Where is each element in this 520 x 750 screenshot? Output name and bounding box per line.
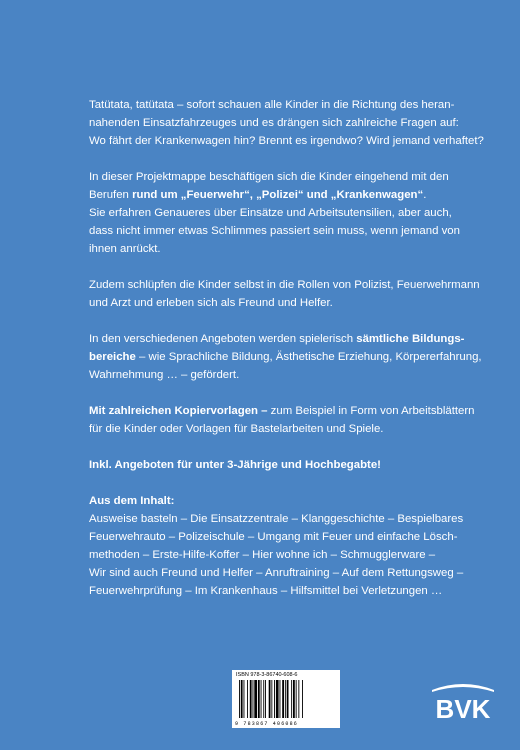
barcode-bar — [298, 680, 299, 718]
barcode-bar — [291, 680, 292, 718]
text-line: Wo fährt der Krankenwagen hin? Brennt es irgendwo? Wird jemand verhaftet? — [89, 135, 484, 147]
bold-text: sämtliche Bildungs- — [356, 333, 465, 345]
barcode-bar — [269, 680, 271, 718]
barcode-bar — [280, 680, 281, 718]
barcode-bar — [287, 680, 289, 718]
barcode-bar — [247, 680, 248, 718]
text-line: methoden – Erste-Hilfe-Koffer – Hier wohne ich – Schmugglerware – — [89, 549, 436, 561]
highlight-paragraph — [89, 456, 489, 474]
barcode-bar — [258, 680, 260, 718]
text-line: Wahrnehmung … – gefördert. — [89, 369, 240, 381]
barcode-bar — [302, 680, 303, 718]
bvk-logo-icon — [426, 680, 500, 728]
bold-text: Mit zahlreichen Kopiervorlagen – — [89, 405, 268, 417]
barcode-bar — [244, 680, 245, 718]
bold-text: Inkl. Angeboten für unter 3-Jährige und Hochbegabte! — [89, 459, 381, 471]
barcode-bar — [296, 680, 297, 718]
barcode-bar — [253, 680, 254, 718]
templates-paragraph — [89, 402, 489, 438]
contents-paragraph — [89, 492, 489, 600]
barcode-bar — [250, 680, 252, 718]
text-line: Wir sind auch Freund und Helfer – Anruftraining – Auf dem Rettungsweg – — [89, 567, 464, 579]
text-line: Berufen — [89, 189, 133, 201]
barcode-bar — [241, 680, 243, 718]
roles-paragraph — [89, 276, 489, 312]
back-cover-text — [89, 96, 489, 618]
text-line: In den verschiedenen Angeboten werden spielerisch — [89, 333, 357, 345]
barcode-bar — [276, 680, 279, 718]
text-line: – wie Sprachliche Bildung, Ästhetische Erziehung, Körpererfahrung, — [135, 351, 482, 363]
barcode-bar — [285, 680, 286, 718]
barcode-bar — [263, 680, 264, 718]
project-paragraph — [89, 168, 489, 258]
text-line: zum Beispiel in Form von Arbeitsblättern — [267, 405, 475, 417]
bold-text: bereiche — [89, 351, 136, 363]
barcode-bars — [238, 680, 334, 718]
text-line: dass nicht immer etwas Schlimmes passiert sein muss, wenn jemand von — [89, 225, 460, 237]
barcode-digits: 9 783867 406086 — [235, 721, 299, 727]
text-line: nahenden Einsatzfahrzeuges und es drängen sich zahlreiche Fragen auf: — [89, 117, 459, 129]
barcode-bar — [254, 680, 257, 718]
barcode — [232, 670, 340, 728]
text-line: In dieser Projektmappe beschäftigen sich die Kinder eingehend mit den — [89, 171, 449, 183]
text-line: Zudem schlüpfen die Kinder selbst in die Rollen von Polizist, Feuerwehrmann — [89, 279, 480, 291]
text-line: und Arzt und erleben sich als Freund und Helfer. — [89, 297, 333, 309]
barcode-bar — [271, 680, 272, 718]
text-line: für die Kinder oder Vorlagen für Bastelarbeiten und Spiele. — [89, 423, 384, 435]
barcode-bar — [261, 680, 262, 718]
bvk-logo-text: BVK — [435, 694, 491, 724]
intro-paragraph — [89, 96, 489, 150]
text-line: . — [423, 189, 427, 201]
text-line: Feuerwehrprüfung – Im Krankenhaus – Hilfsmittel bei Verletzungen … — [89, 585, 443, 597]
education-paragraph — [89, 330, 489, 384]
bold-text: rund um „Feuerwehr“, „Polizei“ und „Krankenwagen“ — [132, 189, 424, 201]
barcode-bar — [274, 680, 275, 718]
barcode-bar — [282, 680, 284, 718]
barcode-bar — [239, 680, 240, 718]
text-line: ihnen anrückt. — [89, 243, 161, 255]
text-line: Sie erfahren Genaueres über Einsätze und Arbeitsutensilien, aber auch, — [89, 207, 452, 219]
isbn-label: ISBN 978-3-86740-608-6 — [236, 672, 298, 678]
text-line: Ausweise basteln – Die Einsatzzentrale – Klanggeschichte – Bespielbares — [89, 513, 464, 525]
contents-heading: Aus dem Inhalt: — [89, 495, 175, 507]
text-line: Feuerwehrauto – Polizeischule – Umgang mit Feuer und einfache Lösch- — [89, 531, 458, 543]
text-line: Tatütata, tatütata – sofort schauen alle Kinder in die Richtung des heran- — [89, 99, 455, 111]
barcode-bar — [265, 680, 266, 718]
barcode-bar — [293, 680, 295, 718]
